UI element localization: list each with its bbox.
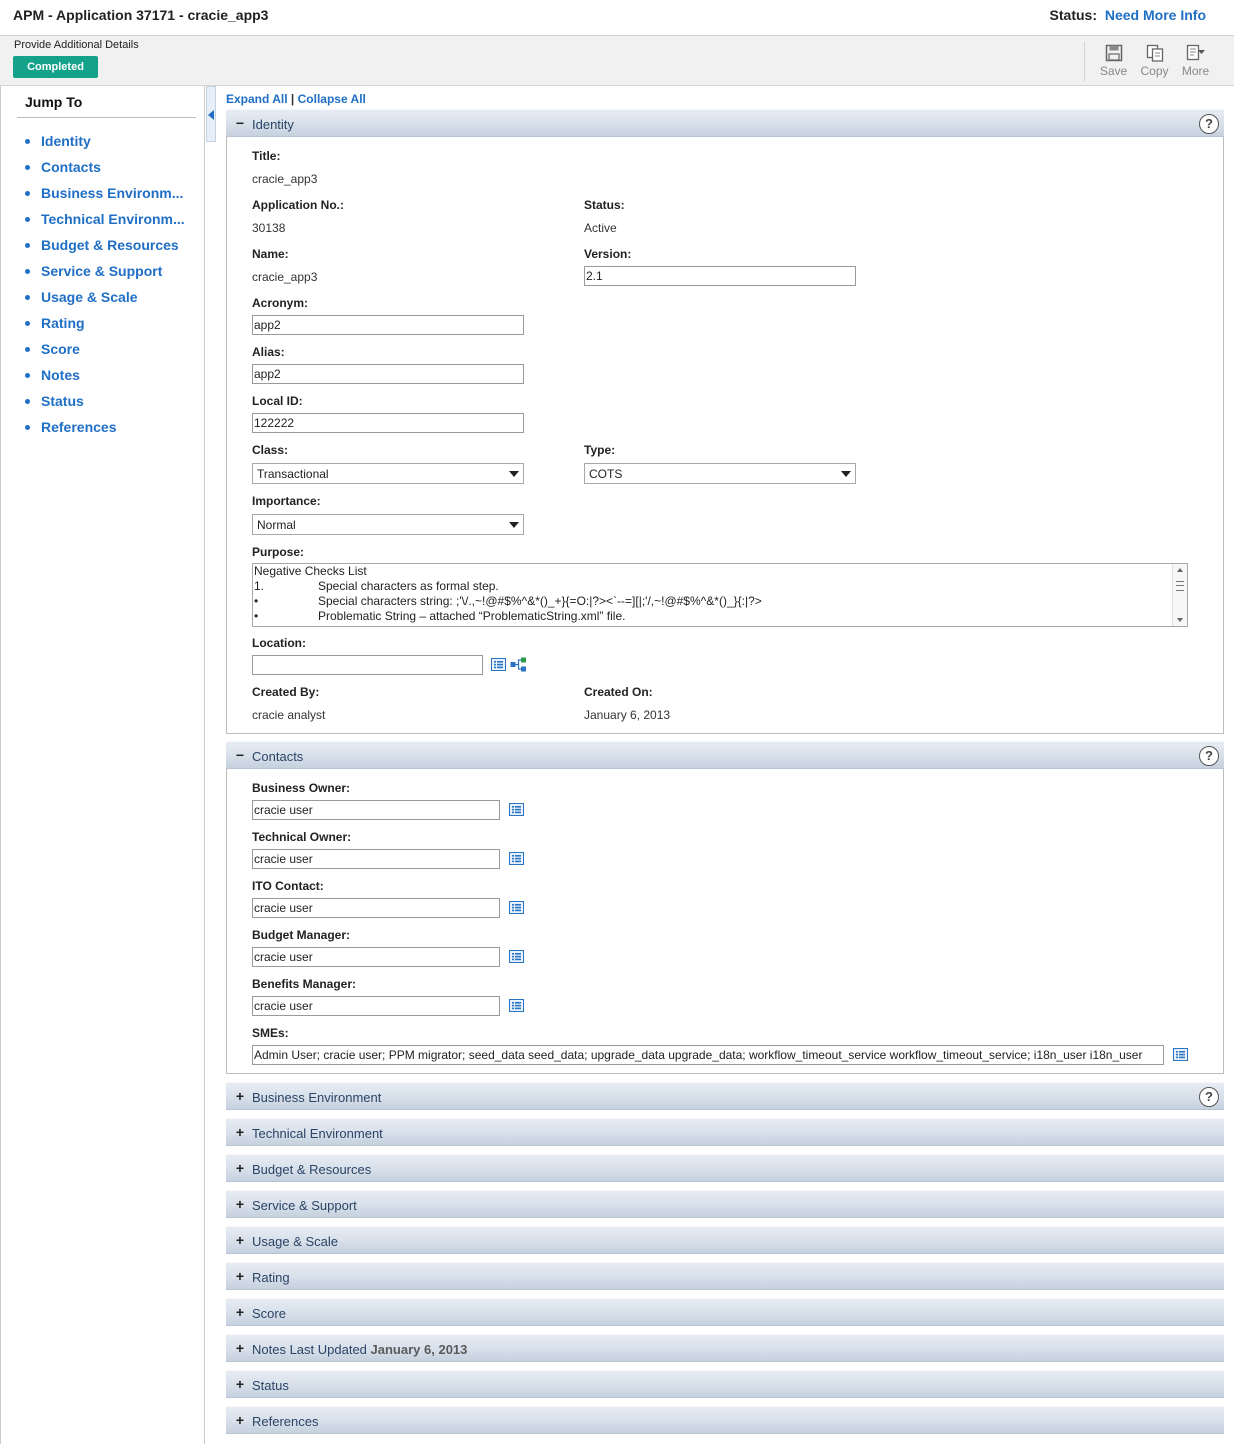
copy-label: Copy: [1140, 64, 1169, 78]
title-bar: [0, 0, 1234, 36]
budget-manager-label: Budget Manager:: [252, 928, 351, 942]
section-title: Service & Support: [252, 1198, 357, 1213]
expand-icon: +: [235, 1124, 245, 1140]
purpose-textarea[interactable]: [252, 563, 1188, 627]
smes-input[interactable]: Admin User; cracie user; PPM migrator; seed_data seed_data; upgrade_data upgrade_data; workflow_timeout_service workflow_timeout_service; i18n_user i18n_user: [252, 1045, 1164, 1065]
list-picker-icon[interactable]: [509, 803, 524, 816]
technical-owner-input[interactable]: cracie user: [252, 849, 500, 869]
title-value: cracie_app3: [252, 172, 318, 186]
score-section-header[interactable]: [226, 1298, 1224, 1326]
copy-button[interactable]: [1134, 42, 1175, 82]
jump-link-notes[interactable]: [25, 362, 190, 388]
jump-to-list: [25, 128, 190, 440]
business-owner-label: Business Owner:: [252, 781, 351, 795]
benefits-manager-input[interactable]: cracie user: [252, 996, 500, 1016]
bullet-icon: [25, 269, 30, 274]
jump-link-budget-resources[interactable]: [25, 232, 190, 258]
budget-resources-section-header[interactable]: [226, 1154, 1224, 1182]
section-title: Rating: [252, 1270, 290, 1285]
section-title: Status: [252, 1378, 289, 1393]
expand-icon: +: [235, 1412, 245, 1428]
location-label: Location:: [252, 636, 306, 650]
expand-icon: +: [235, 1196, 245, 1212]
help-icon[interactable]: ?: [1199, 746, 1219, 766]
importance-label: Importance:: [252, 494, 321, 508]
bullet-icon: [25, 165, 30, 170]
section-title: Score: [252, 1306, 286, 1321]
local-id-input[interactable]: 122222: [252, 413, 524, 433]
purpose-line: [253, 609, 1187, 624]
jump-link-rating[interactable]: [25, 310, 190, 336]
notes-section-header[interactable]: [226, 1334, 1224, 1362]
scroll-thumb[interactable]: [1176, 581, 1184, 591]
contacts-section-header[interactable]: [226, 741, 1224, 769]
expand-icon: +: [235, 1304, 245, 1320]
scroll-down-icon[interactable]: [1177, 618, 1183, 622]
status-section-header[interactable]: [226, 1370, 1224, 1398]
jump-link-label: Notes: [41, 367, 80, 383]
section-title-text: Notes Last Updated: [252, 1342, 367, 1357]
bullet-icon: [25, 295, 30, 300]
purpose-label: Purpose:: [252, 545, 305, 559]
importance-select[interactable]: Normal: [252, 514, 524, 535]
workflow-bar: [0, 36, 1234, 86]
notes-updated-date: January 6, 2013: [370, 1342, 468, 1357]
expand-all-link[interactable]: Expand All: [226, 92, 288, 106]
jump-link-label: Status: [41, 393, 84, 409]
application-no-label: Application No.:: [252, 198, 344, 212]
list-picker-icon[interactable]: [509, 852, 524, 865]
list-picker-icon[interactable]: [509, 901, 524, 914]
section-title: Technical Environment: [252, 1126, 383, 1141]
help-icon[interactable]: ?: [1199, 114, 1219, 134]
jump-link-label: Usage & Scale: [41, 289, 138, 305]
status-field-value: Active: [584, 221, 617, 235]
jump-link-label: Budget & Resources: [41, 237, 179, 253]
type-label: Type:: [584, 443, 616, 457]
version-input[interactable]: 2.1: [584, 266, 856, 286]
alias-input[interactable]: app2: [252, 364, 524, 384]
rating-section-header[interactable]: [226, 1262, 1224, 1290]
bullet-icon: [25, 243, 30, 248]
expand-icon: +: [235, 1088, 245, 1104]
bullet-icon: [25, 217, 30, 222]
save-button[interactable]: [1093, 42, 1134, 82]
purpose-line-text: Negative Checks List: [254, 564, 367, 578]
business-owner-input[interactable]: cracie user: [252, 800, 500, 820]
version-label: Version:: [584, 247, 632, 261]
collapse-all-link[interactable]: Collapse All: [297, 92, 366, 106]
section-title: Contacts: [252, 749, 304, 764]
more-label: More: [1181, 64, 1210, 78]
status-field-label: Status:: [584, 198, 625, 212]
service-support-section-header[interactable]: [226, 1190, 1224, 1218]
workflow-step-label: Provide Additional Details: [14, 39, 139, 51]
benefits-manager-label: Benefits Manager:: [252, 977, 357, 991]
status-indicator: [1050, 7, 1206, 23]
page-title: APM - Application 37171 - cracie_app3: [13, 7, 269, 23]
alias-label: Alias:: [252, 345, 285, 359]
collapse-sidebar-icon[interactable]: [206, 86, 216, 142]
jump-link-service-support[interactable]: [25, 258, 190, 284]
jump-link-business-environment[interactable]: [25, 180, 190, 206]
jump-link-label: Technical Environm...: [41, 211, 185, 227]
class-label: Class:: [252, 443, 289, 457]
usage-scale-section-header[interactable]: [226, 1226, 1224, 1254]
list-picker-icon[interactable]: [509, 950, 524, 963]
bullet-icon: [25, 321, 30, 326]
save-label: Save: [1099, 64, 1128, 78]
jump-link-label: Service & Support: [41, 263, 163, 279]
local-id-label: Local ID:: [252, 394, 303, 408]
purpose-line-prefix: 1.: [254, 579, 265, 593]
jump-link-label: Contacts: [41, 159, 101, 175]
contacts-section-body: [226, 769, 1224, 1074]
hierarchy-picker-icon[interactable]: [510, 657, 527, 672]
section-title: Budget & Resources: [252, 1162, 372, 1177]
collapse-icon: −: [235, 115, 245, 131]
collapse-icon: −: [235, 747, 245, 763]
purpose-line-text: Problematic String – attached “ProblematicString.xml” file.: [318, 609, 626, 623]
purpose-line-prefix: •: [254, 594, 259, 608]
created-on-label: Created On:: [584, 685, 653, 699]
jump-link-label: Identity: [41, 133, 91, 149]
purpose-line-text: Special characters as formal step.: [318, 579, 499, 593]
more-icon: [1175, 42, 1216, 64]
jump-link-usage-scale[interactable]: [25, 284, 190, 310]
location-input[interactable]: [252, 655, 483, 675]
more-button[interactable]: [1175, 42, 1216, 82]
purpose-line-text: Special characters string: ;'\/.,~!@#$%^&*()_+}{=O:|?><`--=][|;'/,~!@#$%^&*()_}{:|?>: [318, 594, 762, 608]
ito-contact-input[interactable]: cracie user: [252, 898, 500, 918]
status-label: Status:: [1049, 7, 1097, 23]
section-title: Usage & Scale: [252, 1234, 338, 1249]
bullet-icon: [25, 347, 30, 352]
jump-to-title: Jump To: [25, 94, 83, 110]
bullet-icon: [25, 373, 30, 378]
section-title: [252, 1342, 467, 1357]
jump-link-status[interactable]: [25, 388, 190, 414]
jump-link-references[interactable]: [25, 414, 190, 440]
bullet-icon: [25, 139, 30, 144]
jump-to-sidebar: [0, 86, 205, 1444]
purpose-line: [253, 579, 1187, 594]
jump-link-contacts[interactable]: [25, 154, 190, 180]
purpose-line-prefix: •: [254, 609, 259, 623]
section-title: Identity: [252, 117, 294, 132]
bullet-icon: [25, 399, 30, 404]
created-by-value: cracie analyst: [252, 708, 326, 722]
purpose-line: [253, 594, 1187, 609]
copy-icon: [1134, 42, 1175, 64]
help-icon[interactable]: ?: [1199, 1087, 1219, 1107]
jump-link-score[interactable]: [25, 336, 190, 362]
jump-to-divider: [17, 117, 196, 118]
expand-collapse-controls: [226, 92, 366, 106]
created-on-value: January 6, 2013: [584, 708, 671, 722]
class-select[interactable]: Transactional: [252, 463, 524, 484]
expand-icon: +: [235, 1376, 245, 1392]
name-label: Name:: [252, 247, 289, 261]
smes-label: SMEs:: [252, 1026, 289, 1040]
section-title-text: Business Environment: [252, 1090, 382, 1105]
technical-owner-label: Technical Owner:: [252, 830, 352, 844]
purpose-line: [253, 564, 1187, 579]
expand-icon: +: [235, 1232, 245, 1248]
purpose-scrollbar[interactable]: [1172, 564, 1187, 626]
acronym-input[interactable]: app2: [252, 315, 524, 335]
toolbar: [1084, 42, 1216, 82]
status-link[interactable]: Need More Info: [1104, 7, 1206, 23]
list-picker-icon[interactable]: [1173, 1048, 1188, 1061]
jump-link-label: Business Environm...: [41, 185, 184, 201]
identity-section-header[interactable]: [226, 109, 1224, 137]
acronym-label: Acronym:: [252, 296, 309, 310]
bullet-icon: [25, 425, 30, 430]
save-icon: [1093, 42, 1134, 64]
budget-manager-input[interactable]: cracie user: [252, 947, 500, 967]
ito-contact-label: ITO Contact:: [252, 879, 324, 893]
scroll-up-icon[interactable]: [1177, 568, 1183, 572]
expand-icon: +: [235, 1160, 245, 1176]
business-environment-section-header[interactable]: [226, 1082, 1224, 1110]
list-picker-icon[interactable]: [509, 999, 524, 1012]
type-select[interactable]: COTS: [584, 463, 856, 484]
jump-link-label: Score: [41, 341, 80, 357]
expand-icon: +: [235, 1340, 245, 1356]
jump-link-label: Rating: [41, 315, 85, 331]
expand-icon: +: [235, 1268, 245, 1284]
section-title: References: [252, 1414, 319, 1429]
created-by-label: Created By:: [252, 685, 320, 699]
link-separator: |: [290, 92, 295, 106]
jump-link-technical-environment[interactable]: [25, 206, 190, 232]
technical-environment-section-header[interactable]: [226, 1118, 1224, 1146]
identity-section-body: [226, 137, 1224, 734]
application-no-value: 30138: [252, 221, 286, 235]
completed-button[interactable]: Completed: [13, 56, 98, 78]
name-value: cracie_app3: [252, 270, 318, 284]
bullet-icon: [25, 191, 30, 196]
jump-link-identity[interactable]: [25, 128, 190, 154]
list-picker-icon[interactable]: [491, 658, 506, 671]
section-title: [252, 1090, 381, 1105]
jump-link-label: References: [41, 419, 117, 435]
references-section-header[interactable]: [226, 1406, 1224, 1434]
title-label: Title:: [252, 149, 281, 163]
